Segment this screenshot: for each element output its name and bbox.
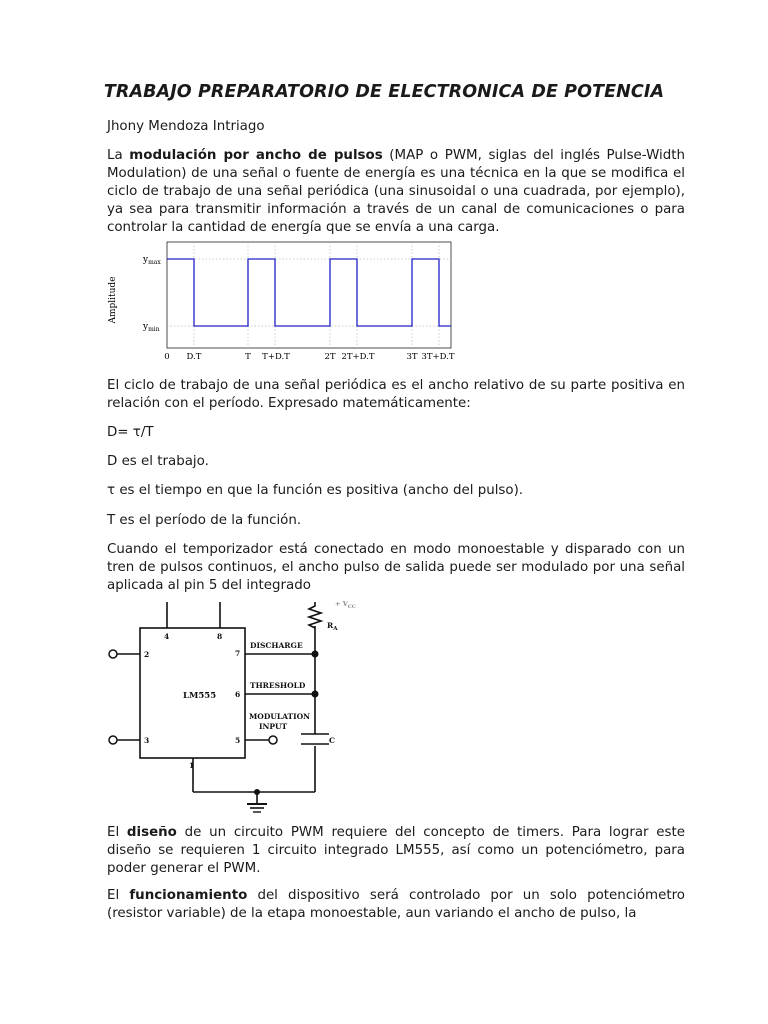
duty-cycle-paragraph: El ciclo de trabajo de una señal periódica es el ancho relativo de su parte positiva en relación con el período. Expresado matemáticamente: bbox=[107, 378, 685, 411]
discharge-label: DISCHARGE bbox=[250, 641, 303, 650]
junction-dot bbox=[312, 651, 319, 658]
x-tick-label: 2T+D.T bbox=[341, 352, 375, 362]
x-tick-label: 3T bbox=[406, 352, 418, 362]
plot-frame bbox=[167, 242, 451, 348]
definition-t: T es el período de la función. bbox=[107, 513, 302, 528]
x-tick-label: 0 bbox=[164, 352, 170, 362]
amplitude-axis-label: Amplitude bbox=[108, 276, 118, 324]
operation-bold-term: funcionamiento bbox=[129, 888, 248, 903]
capacitor-label: C bbox=[329, 736, 335, 745]
timer-paragraph: Cuando el temporizador está conectado en modo monoestable y disparado con un tren de pulsos continuos, el ancho pulso de salida puede ser modulado por una señal aplicada al pin 5 del integrado bbox=[107, 542, 685, 593]
chip-label: LM555 bbox=[183, 691, 217, 701]
ymax-label: $y_{max}$ bbox=[143, 255, 161, 266]
input-terminal-pin2 bbox=[109, 650, 117, 658]
pin-5-label: 5 bbox=[235, 736, 241, 745]
x-tick-label: 2T bbox=[324, 352, 336, 362]
document-title: TRABAJO PREPARATORIO DE ELECTRONICA DE POTENCIA bbox=[103, 82, 665, 102]
intro-bold-term: modulación por ancho de pulsos bbox=[129, 148, 383, 163]
author-name: Jhony Mendoza Intriago bbox=[107, 119, 265, 134]
pin-6-label: 6 bbox=[235, 690, 241, 699]
lm555-circuit-diagram bbox=[105, 598, 375, 816]
pwm-signal-line bbox=[167, 259, 451, 326]
modulation-label: MODULATION bbox=[249, 712, 311, 721]
pin-1-label: 1 bbox=[189, 761, 195, 770]
pin-4-label: 4 bbox=[164, 632, 170, 641]
x-tick-label: 3T+D.T bbox=[421, 352, 455, 362]
definition-tau: τ es el tiempo en que la función es positiva (ancho del pulso). bbox=[107, 483, 524, 498]
vcc-label: + $V_{CC}$ bbox=[335, 600, 356, 610]
pwm-waveform-figure bbox=[105, 238, 455, 366]
intro-paragraph: La modulación por ancho de pulsos (MAP o PWM, siglas del inglés Pulse-Width Modulation) de una señal o fuente de energía es una técnica en la que se modifica el ciclo de trabajo de una señal periódica (una sinusoidal o una cuadrada, por ejemplo), ya sea para transmitir información a través de un canal de comunicaciones o para controlar la cantidad de energía que se envía a una carga. bbox=[107, 148, 685, 235]
x-tick-label: D.T bbox=[186, 352, 202, 362]
design-bold-term: diseño bbox=[126, 825, 177, 840]
junction-dot bbox=[312, 691, 319, 698]
pin-7-label: 7 bbox=[235, 649, 241, 658]
x-tick-label: T+D.T bbox=[262, 352, 290, 362]
duty-cycle-formula: D= τ/T bbox=[107, 425, 154, 440]
junction-dot bbox=[254, 789, 260, 795]
design-paragraph: El diseño de un circuito PWM requiere del concepto de timers. Para lograr este diseño se requieren 1 circuito integrado LM555, así como un potenciómetro, para poder generar el PWM. bbox=[107, 825, 685, 876]
pin-3-label: 3 bbox=[144, 736, 150, 745]
ymin-label: $y_{min}$ bbox=[143, 322, 160, 333]
definition-d: D es el trabajo. bbox=[107, 454, 209, 469]
pin-2-label: 2 bbox=[144, 650, 150, 659]
threshold-label: THRESHOLD bbox=[250, 681, 306, 690]
pin-8-label: 8 bbox=[217, 632, 223, 641]
input-terminal-pin3 bbox=[109, 736, 117, 744]
x-tick-label: T bbox=[245, 352, 251, 362]
modulation-input-terminal bbox=[269, 736, 277, 744]
ra-label: $R_A$ bbox=[327, 621, 338, 632]
operation-paragraph: El funcionamiento del dispositivo será controlado por un solo potenciómetro (resistor variable) de la etapa monoestable, aun variando el ancho de pulso, la bbox=[107, 888, 685, 921]
input-label: INPUT bbox=[259, 722, 288, 731]
